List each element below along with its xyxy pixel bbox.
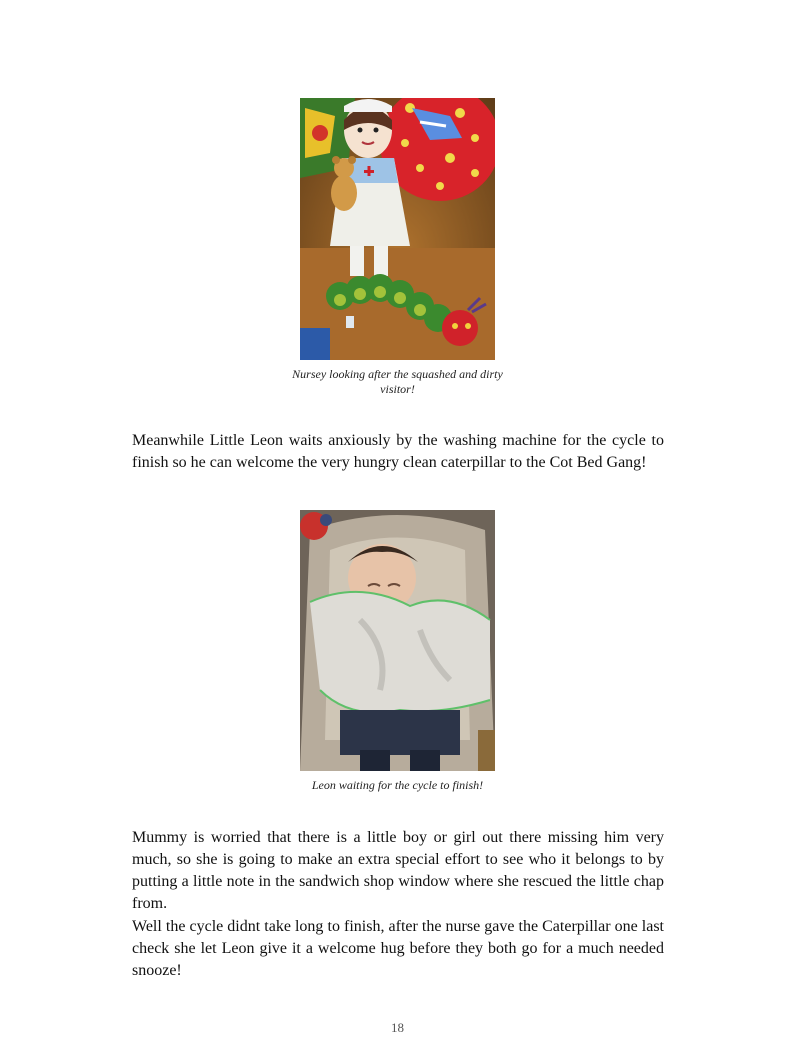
page-number: 18 [391, 1020, 404, 1035]
photo-nurse-doll-figure [300, 98, 495, 360]
figure-caption-nurse: Nursey looking after the squashed and dirty visitor! [292, 367, 503, 396]
figure-caption-leon: Leon waiting for the cycle to finish! [311, 778, 484, 792]
paragraph-leon-waits: Meanwhile Little Leon waits anxiously by the washing machine for the cycle to finish so he can welcome the very hungry clean caterpillar to the Cot Bed Gang! [132, 432, 664, 471]
paragraph-mummy-worried: Mummy is worried that there is a little boy or girl out there missing him very much, so she is going to make an extra special effort to see who it belongs to by putting a little note in the sandwich shop window where she rescued the little chap from. [132, 829, 664, 912]
photo-leon-waiting [300, 510, 495, 771]
photo-nurse-doll [300, 98, 495, 360]
photo-leon-figure [300, 510, 495, 771]
paragraph-cycle-finished: Well the cycle didnt take long to finish, after the nurse gave the Caterpillar one last check she let Leon give it a welcome hug before they both go for a much needed snooze! [132, 918, 664, 979]
